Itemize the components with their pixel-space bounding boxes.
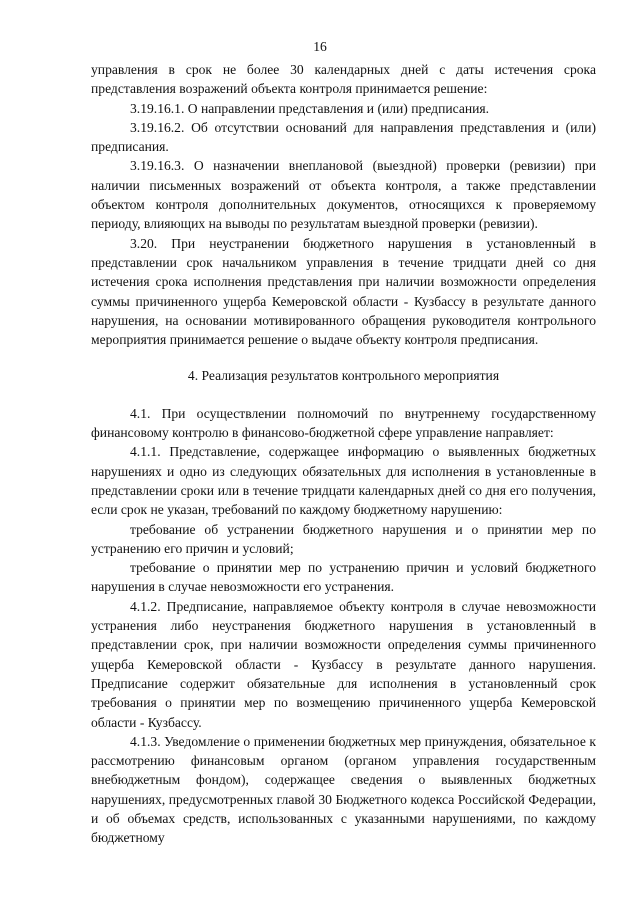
paragraph-3-19-16-3: 3.19.16.3. О назначении внеплановой (выездной) проверки (ревизии) при наличии письменных возражений от объекта контроля, а также представлении объектом контроля дополнительных документов, относящихся к проверяемому периоду, влияющих на выводы по результатам выездной проверки (ревизии). — [91, 158, 596, 232]
paragraph-3-19-16-2: 3.19.16.2. Об отсутствии оснований для направления представления и (или) предписания. — [91, 119, 596, 155]
paragraph-4-1-3: 4.1.3. Уведомление о применении бюджетных мер принуждения, обязательное к рассмотрению финансовым органом (органом управления государственным внебюджетным фондом), содержащее сведения о выявленных бюджетных нарушениях, предусмотренных главой 30 Бюджетного кодекса Российской Федерации, и об объемах средств, использованных с указанными нарушениями, по каждому бюджетному — [91, 733, 596, 846]
paragraph-requirement-2: требование о принятии мер по устранению причин и условий бюджетного нарушения в случае невозможности его устранения. — [91, 560, 596, 595]
document-body — [91, 60, 596, 848]
page-number: 16 — [313, 39, 327, 54]
paragraph-4-1-1: 4.1.1. Представление, содержащее информацию о выявленных бюджетных нарушениях и одно из следующих обязательных для исполнения в установленные в представлении сроки или в течение тридцати календарных дней со дня его получения, если срок не указан, требований по каждому бюджетному нарушению: — [91, 444, 596, 518]
paragraph-requirement-1: требование об устранении бюджетного нарушения и о принятии мер по устранению его причин и условий; — [91, 521, 596, 556]
section-heading: 4. Реализация результатов контрольного мероприятия — [187, 368, 500, 384]
paragraph-4-1: 4.1. При осуществлении полномочий по внутреннему государственному финансовому контролю в финансово-бюджетной сфере управление направляет: — [91, 405, 596, 441]
paragraph-3-19-16-1: 3.19.16.1. О направлении представления и (или) предписания. — [130, 100, 490, 116]
paragraph-3-20: 3.20. При неустранении бюджетного нарушения в установленный в представлении срок начальником управления в течение тридцати дней со дня истечения срока исполнения представления при наличии возможности определения суммы причиненного ущерба Кемеровской области - Кузбассу в результате данного нарушения, на основании мотивированного обращения руководителя контрольного мероприятия принимается решение о выдаче объекту контроля предписания. — [91, 235, 596, 348]
paragraph-4-1-2: 4.1.2. Предписание, направляемое объекту контроля в случае невозможности устранения либо неустранения бюджетного нарушения в установленный в представлении срок, при наличии возможности определения суммы причиненного ущерба Кемеровской области - Кузбассу в результате данного нарушения. Предписание содержит обязательные для исполнения в установленный срок требования о принятии мер по возмещению причиненного ущерба Кемеровской области - Кузбассу. — [91, 598, 596, 730]
paragraph-continuation: управления в срок не более 30 календарных дней с даты истечения срока представления возражений объекта контроля принимается решение: — [91, 62, 596, 97]
